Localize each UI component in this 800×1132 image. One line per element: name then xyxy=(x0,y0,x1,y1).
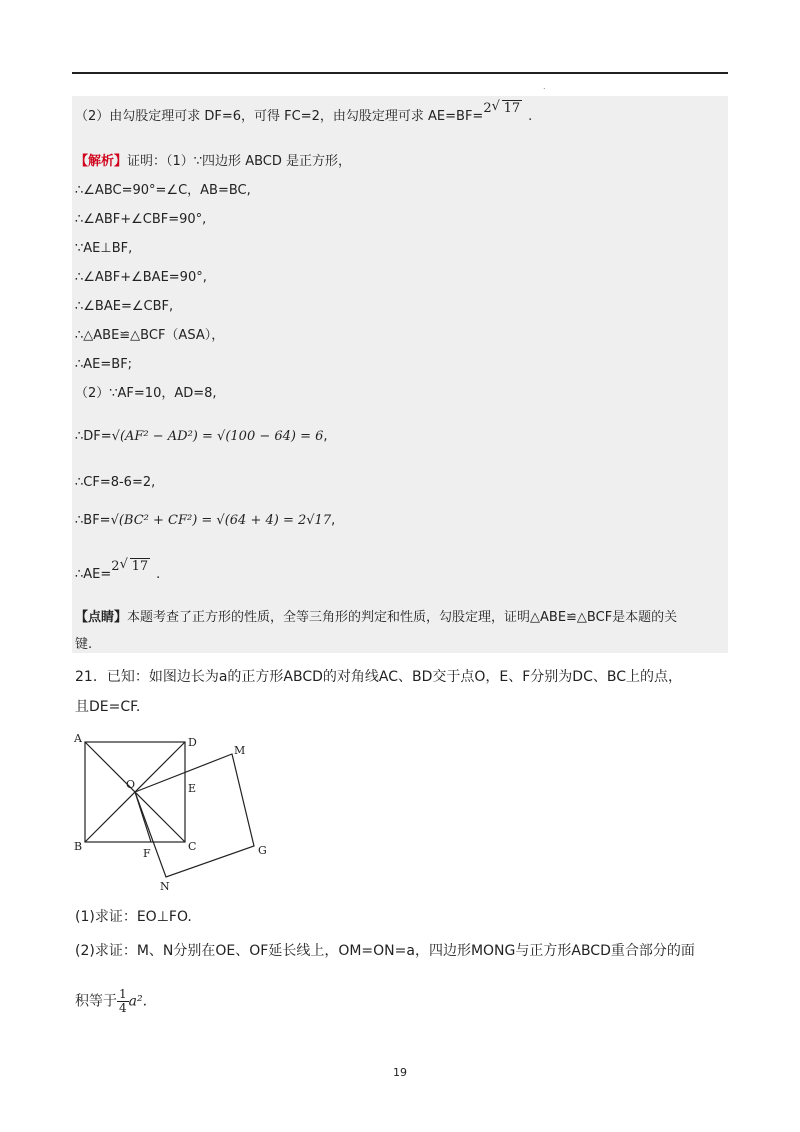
geometry-figure xyxy=(70,730,280,895)
analysis-step: ∴∠BAE=∠CBF, xyxy=(75,299,174,314)
answer-part2-value: 2√ 17 xyxy=(483,101,522,116)
analysis-intro: 【解析】证明：（1）∵四边形 ABCD 是正方形， xyxy=(75,154,351,169)
analysis-step: （2）∵AF=10，AD=8, xyxy=(75,386,217,401)
bf-equation: ∴BF=√(BC² + CF²) = √(64 + 4) = 2√17, xyxy=(75,513,336,528)
analysis-step: ∴△ABE≌△BCF（ASA）， xyxy=(75,328,225,343)
answer-part2: （2）由勾股定理可求 DF=6，可得 FC=2，由勾股定理可求 AE=BF=2√ 17. xyxy=(75,108,532,126)
quadrilateral-mong xyxy=(135,754,254,877)
label-g: G xyxy=(258,844,267,857)
df-expression: √(AF² − AD²) = √(100 − 64) = 6 xyxy=(111,429,324,444)
analysis-step: ∴AE=BF; xyxy=(75,357,133,372)
comment-line1: 【点睛】本题考查了正方形的性质，全等三角形的判定和性质，勾股定理，证明△ABE≌△BCF是本题的关 xyxy=(75,610,678,625)
analysis-step: ∵AE⊥BF, xyxy=(75,241,133,256)
label-b: B xyxy=(74,840,83,853)
question-21-sub2-line1: (2)求证：M、N分别在OE、OF延长线上，OM=ON=a，四边形MONG与正方形ABCD重合部分的面 xyxy=(75,943,695,959)
page-number: 19 xyxy=(393,1066,407,1079)
label-c: C xyxy=(188,840,197,853)
label-e: E xyxy=(188,782,197,795)
analysis-step: ∴∠ABC=90°=∠C，AB=BC, xyxy=(75,183,251,198)
label-f: F xyxy=(143,847,151,860)
question-21-sub2-line2: 积等于 $\frac{1}{4}$ a². xyxy=(75,987,148,1015)
solution-panel xyxy=(72,96,728,653)
comment-line2: 键. xyxy=(75,637,93,652)
header-rule xyxy=(72,72,728,74)
fraction-one-quarter: $\frac{1}{4}$ xyxy=(119,987,127,1015)
label-m: M xyxy=(234,744,246,757)
ae-value: 2√ 17 xyxy=(111,559,150,574)
ae-equation: ∴AE=2√ 17. xyxy=(75,566,160,584)
cf-equation: ∴CF=8-6=2, xyxy=(75,475,156,490)
label-d: D xyxy=(188,736,197,749)
analysis-step: ∴∠ABF+∠BAE=90°, xyxy=(75,270,207,285)
header-dot: . xyxy=(543,82,546,91)
label-n: N xyxy=(160,880,170,893)
question-21-sub1: (1)求证：EO⊥FO. xyxy=(75,909,192,925)
analysis-step: ∴∠ABF+∠CBF=90°, xyxy=(75,212,207,227)
df-equation: ∴DF=√(AF² − AD²) = √(100 − 64) = 6, xyxy=(75,429,328,444)
label-a: A xyxy=(74,732,82,745)
bf-expression: √(BC² + CF²) = √(64 + 4) = 2√17 xyxy=(110,513,332,528)
label-o: O xyxy=(126,778,136,791)
question-21-line2: 且DE=CF. xyxy=(75,699,141,715)
question-21-line1: 21．已知：如图边长为a的正方形ABCD的对角线AC、BD交于点O，E、F分别为DC、BC上的点， xyxy=(75,669,682,685)
